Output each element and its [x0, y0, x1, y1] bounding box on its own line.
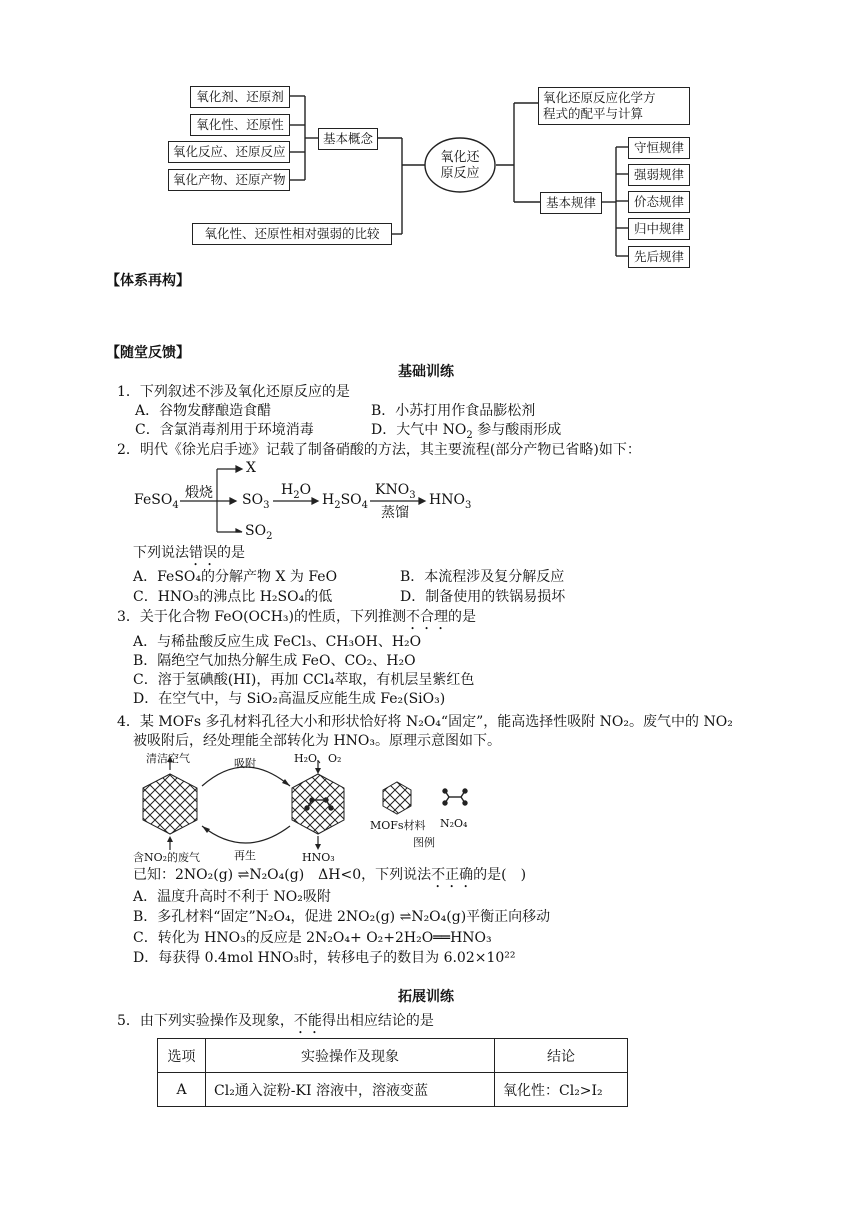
q4-known: 已知：2NO₂(g) ⇌N₂O₄(g) ΔH<0，下列说法不正确的是( ) [133, 867, 527, 883]
basic-training-heading: 基础训练 [398, 364, 454, 380]
table-header-row [158, 1039, 628, 1073]
section-feedback: 【随堂反馈】 [106, 345, 190, 361]
center-line-1: 氧化还 [440, 150, 480, 165]
q3-option-d: D．在空气中，与 SiO₂高温反应能生成 Fe₂(SiO₃) [133, 691, 446, 707]
q1-d-sub: 2 [466, 429, 473, 441]
q5-stem: 5．由下列实验操作及现象，不能得出相应结论的是 [117, 1013, 434, 1029]
table-header-operation: 实验操作及现象 [206, 1039, 495, 1073]
table-row [158, 1073, 628, 1107]
table-cell-option: A [158, 1073, 206, 1107]
q4-option-b: B．多孔材料“固定”N₂O₄，促进 2NO₂(g) ⇌N₂O₄(g)平衡正向移动 [133, 909, 551, 925]
fig-n2o4: N₂O₄ [440, 817, 468, 830]
concept-item-1: 氧化剂、还原剂 [190, 86, 290, 108]
q1-option-a: A．谷物发酵酿造食醋 [135, 403, 272, 419]
q1-d-post: 参与酸雨形成 [472, 422, 562, 438]
q3-stem: 3．关于化合物 FeO(OCH₃)的性质，下列推测不合理的是 [117, 609, 477, 625]
flow-so2: $SO_2$ [245, 523, 273, 542]
q4-line-2: 被吸附后，经处理能全部转化为 HNO₃。原理示意图如下。 [133, 733, 501, 749]
table-header-option: 选项 [158, 1039, 206, 1073]
q3-option-a: A．与稀盐酸反应生成 FeCl₃、CH₃OH、H₂O [133, 634, 422, 650]
q1-d-pre: D．大气中 NO [371, 422, 467, 438]
calc-line-2: 程式的配平与计算 [543, 106, 644, 121]
section-system: 【体系再构】 [106, 273, 190, 289]
q4-option-a: A．温度升高时不利于 NO₂吸附 [133, 889, 331, 905]
law-1: 守恒规律 [628, 137, 690, 159]
law-5: 先后规律 [628, 246, 690, 268]
q2-option-a: A．FeSO₄的分解产物 X 为 FeO [133, 569, 338, 585]
flow-kno3: $KNO_3$ [375, 482, 416, 501]
concept-item-2: 氧化性、还原性 [190, 114, 290, 136]
q2-option-b: B．本流程涉及复分解反应 [400, 569, 565, 585]
q1-stem: 1．下列叙述不涉及氧化还原反应的是 [117, 384, 350, 400]
q3-option-b: B．隔绝空气加热分解生成 FeO、CO₂、H₂O [133, 653, 416, 669]
table-cell-conclusion: 氧化性：Cl₂>I₂ [495, 1073, 628, 1107]
q2-option-c: C．HNO₃的沸点比 H₂SO₄的低 [133, 589, 333, 605]
fig-clean-air: 清洁空气 [146, 752, 190, 765]
q4-option-d: D．每获得 0.4mol HNO₃时，转移电子的数目为 6.02×10²² [133, 950, 516, 966]
concept-item-3: 氧化反应、还原反应 [168, 141, 290, 163]
fig-mofs: MOFs材料 [370, 819, 426, 832]
flow-x: X [246, 460, 256, 476]
flow-calcine: 煅烧 [185, 485, 213, 501]
extended-training-heading: 拓展训练 [398, 989, 454, 1005]
law-4: 归中规律 [628, 218, 690, 240]
q1-option-c: C．含氯消毒剂用于环境消毒 [135, 422, 314, 438]
q2-option-d: D．制备使用的铁锅易损坏 [400, 589, 566, 605]
fig-legend: 图例 [413, 836, 435, 849]
q2-stem: 2．明代《徐光启手迹》记载了制备硝酸的方法，其主要流程(部分产物已省略)如下： [117, 442, 641, 458]
q5-table [157, 1038, 628, 1107]
center-line-2: 原反应 [440, 166, 480, 181]
basic-law-box: 基本规律 [540, 192, 602, 214]
q2-sub-stem: 下列说法错误的是 [133, 545, 245, 561]
compare-box: 氧化性、还原性相对强弱的比较 [192, 223, 392, 245]
q4-option-c: C．转化为 HNO₃的反应是 2N₂O₄+ O₂+2H₂O══HNO₃ [133, 930, 492, 946]
calc-line-1: 氧化还原反应化学方 [543, 90, 656, 105]
flow-h2so4: $H_2SO_4$ [322, 492, 369, 511]
basic-concept-box: 基本概念 [318, 128, 378, 150]
flow-feso4: FeSO$_4$ [134, 492, 179, 511]
fig-adsorb: 吸附 [234, 757, 256, 770]
flow-hno3: $HNO_3$ [429, 492, 472, 511]
law-3: 价态规律 [628, 191, 690, 213]
table-cell-operation: Cl₂通入淀粉-KI 溶液中，溶液变蓝 [206, 1073, 495, 1107]
law-2: 强弱规律 [628, 164, 690, 186]
q1-option-b: B．小苏打用作食品膨松剂 [371, 403, 536, 419]
q4-line-1: 4．某 MOFs 多孔材料孔径大小和形状恰好将 N₂O₄“固定”，能高选择性吸附 NO₂。废气中的 NO₂ [117, 714, 733, 730]
q3-option-c: C．溶于氢碘酸(HI)，再加 CCl₄萃取，有机层呈紫红色 [133, 672, 475, 688]
flow-h2o: $H_2O$ [281, 482, 312, 501]
flow-so3: $SO_3$ [242, 492, 270, 511]
fig-regen: 再生 [234, 849, 256, 862]
fig-h2o-o2: H₂O、O₂ [294, 752, 342, 765]
concept-item-4: 氧化产物、还原产物 [168, 169, 290, 191]
fig-hno3: HNO₃ [302, 851, 335, 864]
table-header-conclusion: 结论 [495, 1039, 628, 1073]
fig-waste-gas: 含NO₂的废气 [133, 851, 201, 864]
flow-distill: 蒸馏 [381, 505, 409, 521]
